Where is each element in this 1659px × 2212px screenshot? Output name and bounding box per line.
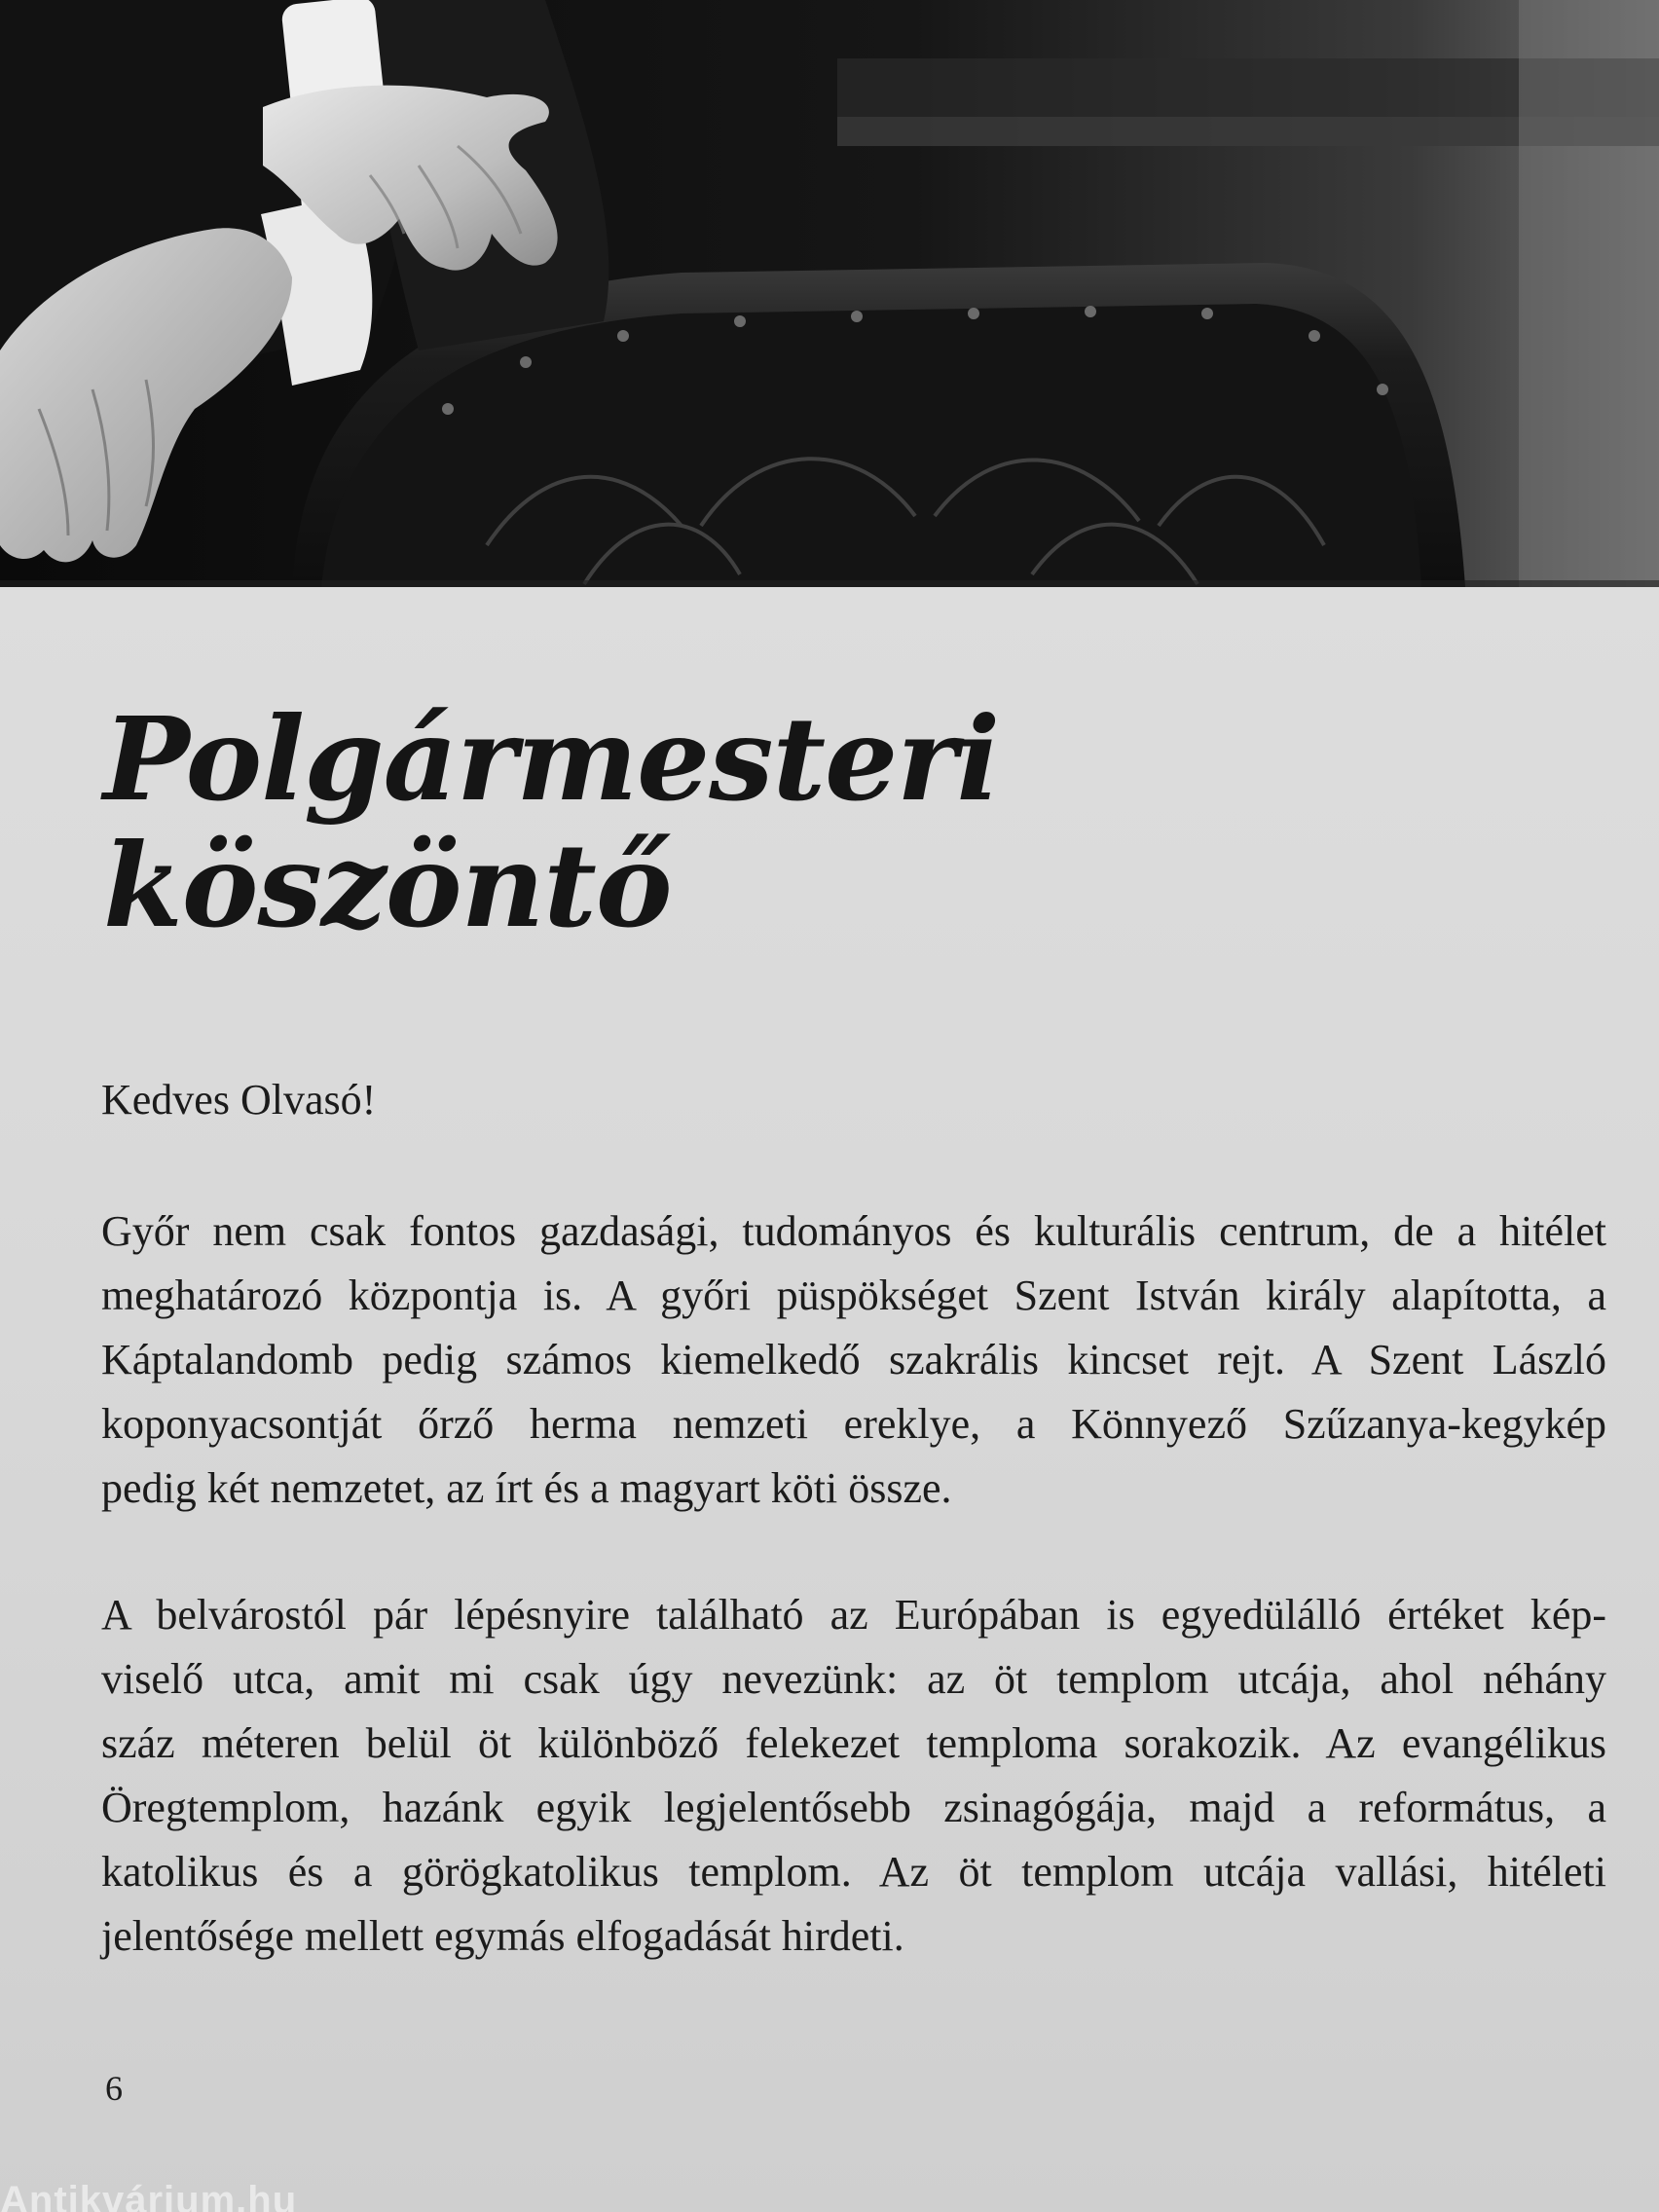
paragraph-line: Káptalandomb pedig számos kiemelkedő szakrális kincset rejt. A Szent László — [101, 1336, 1606, 1383]
paragraph-line: pedig két nemzetet, az írt és a magyart köti össze. — [101, 1464, 952, 1512]
paragraph-line: Öregtemplom, hazánk egyik legjelentősebb zsinagógája, majd a református, a — [101, 1784, 1606, 1831]
paragraph-line: jelentősége mellett egymás elfogadását hirdeti. — [101, 1912, 904, 1960]
watermark: Antikvárium.hu — [0, 2179, 298, 2212]
paragraph-line: viselő utca, amit mi csak úgy nevezünk: az öt templom utcája, ahol néhány — [101, 1655, 1606, 1703]
salutation: Kedves Olvasó! — [101, 1076, 377, 1124]
paragraph-line: koponyacsontját őrző herma nemzeti ereklye, a Könnyező Szűzanya-kegykép — [101, 1400, 1606, 1448]
photo-hands-on-chair — [0, 0, 1659, 587]
paragraph-line: A belvárostól pár lépésnyire található az Európában is egyedülálló értéket kép- — [101, 1591, 1606, 1639]
page-heading — [103, 691, 1000, 953]
paragraph-2 — [101, 1583, 1606, 1969]
paragraph-line: katolikus és a görögkatolikus templom. Az öt templom utcája vallási, hitéleti — [101, 1848, 1606, 1896]
page-number: 6 — [105, 2069, 123, 2108]
paragraph-1 — [101, 1199, 1606, 1521]
paragraph-line: Győr nem csak fontos gazdasági, tudományos és kulturális centrum, de a hitélet — [101, 1207, 1606, 1255]
paragraph-line: meghatározó központja is. A győri püspökséget Szent István király alapította, a — [101, 1272, 1606, 1319]
heading-line-1: Polgármesteri — [103, 691, 1000, 827]
heading-line-2: köszöntő — [103, 818, 672, 953]
paragraph-line: száz méteren belül öt különböző felekezet temploma sorakozik. Az evangélikus — [101, 1719, 1606, 1767]
